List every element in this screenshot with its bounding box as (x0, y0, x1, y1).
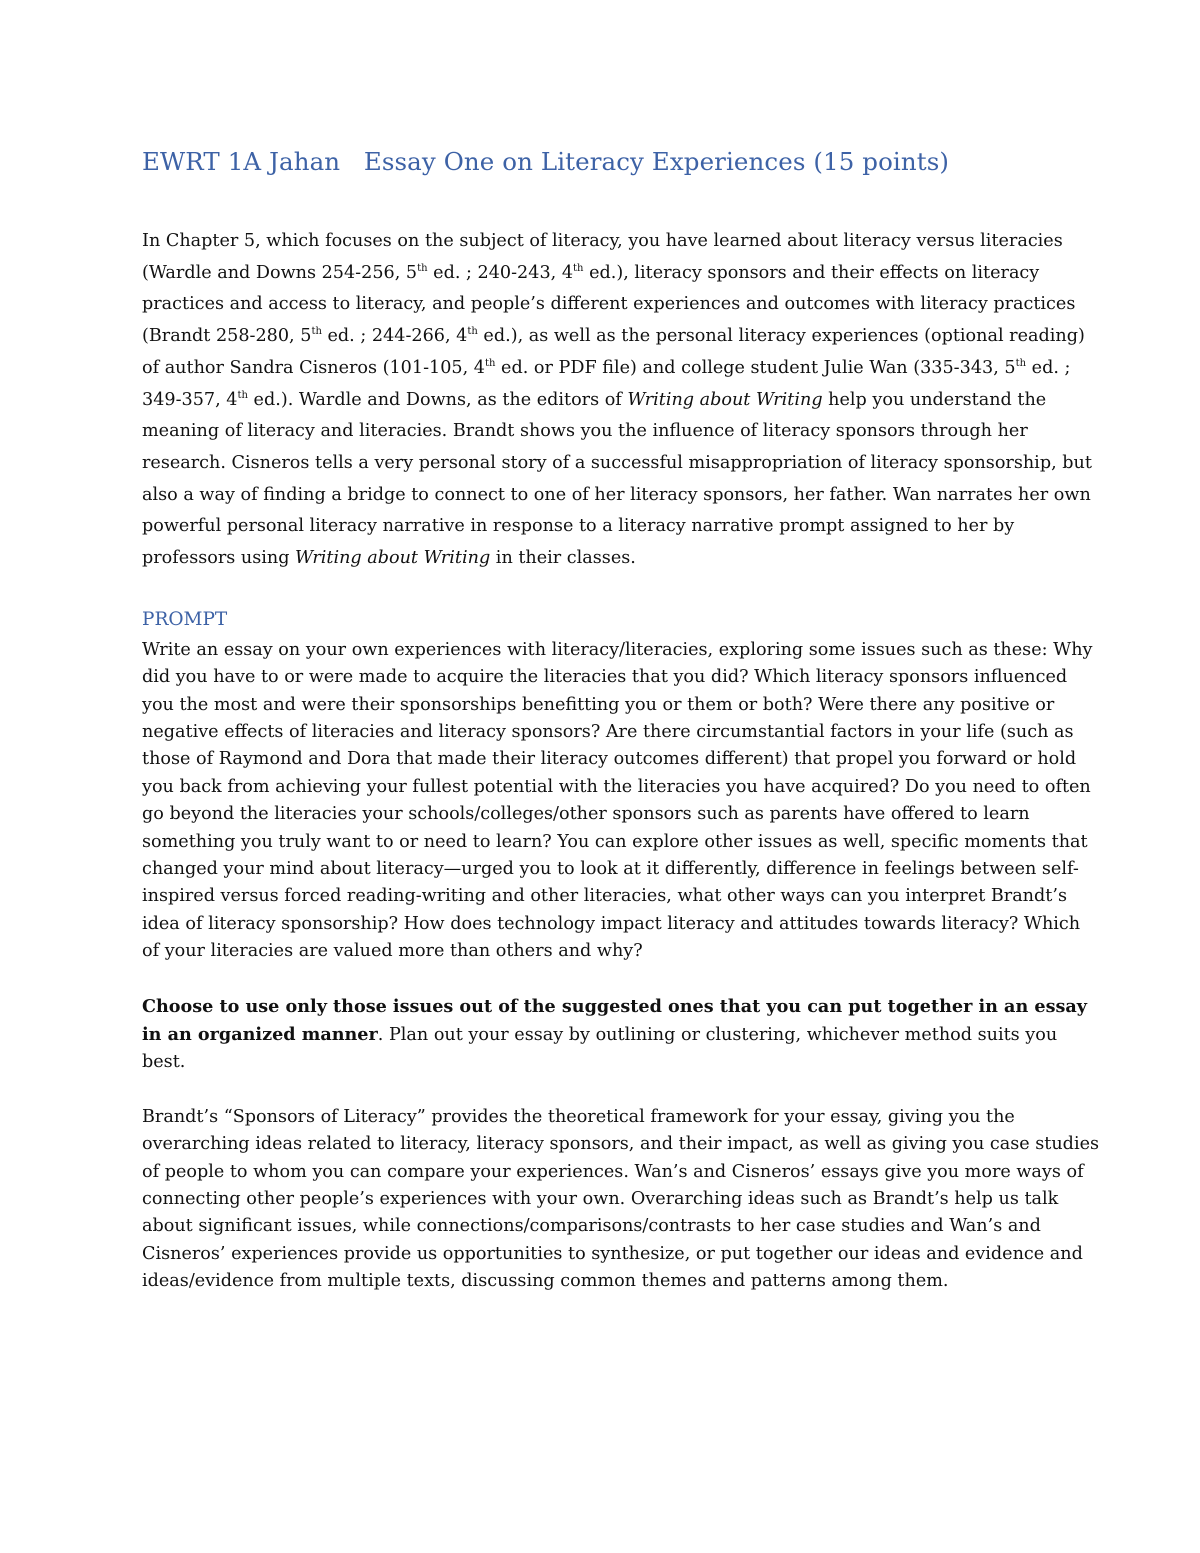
ordinal-suffix: th (417, 262, 428, 274)
intro-text: ed. ; 240-243, 4 (427, 262, 574, 283)
document-title: EWRT 1A Jahan Essay One on Literacy Experiences (15 points) (142, 147, 950, 176)
choose-emphasis: Choose to use only those issues out of the suggested ones that you can put together in an essay in an organized manner (142, 995, 1088, 1046)
prompt-heading: PROMPT (142, 608, 228, 630)
intro-text: help you understand the meaning of literacy and literacies. Brandt shows you the influence of literacy sponsors through her research. Cisneros tells a very personal story of a successful misappropriation of literacy sponsorship, but also a way of finding a bridge to connect to one of her literacy sponsors, her father. Wan narrates her own powerful personal literacy narrative in response to a literacy narrative prompt assigned to her by professors using (142, 389, 1092, 569)
intro-paragraph (142, 226, 1102, 575)
intro-text: ed.). Wardle and Downs, as the editors of (247, 389, 628, 410)
ordinal-suffix: th (1015, 357, 1027, 369)
ordinal-suffix: th (237, 389, 248, 401)
book-title: Writing about Writing (295, 548, 491, 569)
intro-text: In Chapter 5, which focuses on the subject of literacy, you have learned about literacy versus literacies (Wardle and Downs 254-256, 5 (142, 231, 1063, 283)
ordinal-suffix: th (484, 357, 496, 369)
intro-text: in their classes. (490, 548, 636, 569)
choose-paragraph (142, 993, 1102, 1077)
ordinal-suffix: th (467, 326, 478, 338)
prompt-paragraph: Write an essay on your own experiences with literacy/literacies, exploring some issues such as these: Why did you have to or were made to acquire the literacies that you did? Which literacy sponsors influenced you the most and were their sponsorships benefitting you or them or both? Were there any positive or negative effects of literacies and literacy sponsors? Are there circumstantial factors in your life (such as those of Raymond and Dora that made their literacy outcomes different) that propel you forward or hold you back from achieving your fullest potential with the literacies you have acquired? Do you need to often go beyond the literacies your schools/colleges/other sponsors such as parents have offered to learn something you truly want to or need to learn? You can explore other issues as well, specific moments that changed your mind about literacy—urged you to look at it differently, difference in feelings between self-inspired versus forced reading-writing and other literacies, what other ways can you interpret Brandt’s idea of literacy sponsorship? How does technology impact literacy and attitudes towards literacy? Which of your literacies are valued more than others and why? (142, 639, 1093, 962)
ordinal-suffix: th (573, 262, 584, 274)
intro-text: ed.), as well as the personal literacy experiences (optional reading) of author Sandra Cisneros (101-105, 4 (142, 326, 1085, 378)
framework-paragraph: Brandt’s “Sponsors of Literacy” provides the theoretical framework for your essay, giving you the overarching ideas related to literacy, literacy sponsors, and their impact, as well as giving you case studies of people to whom you can compare your experiences. Wan’s and Cisneros’ essays give you more ways of connecting other people’s experiences with your own. Overarching ideas such as Brandt’s help us talk about significant issues, while connections/comparisons/contrasts to her case studies and Wan’s and Cisneros’ experiences provide us opportunities to synthesize, or put together our ideas and evidence and ideas/evidence from multiple texts, discussing common themes and patterns among them. (142, 1106, 1100, 1292)
book-title: Writing about Writing (627, 389, 823, 410)
intro-text: ed. or PDF file) and college student Julie Wan (335-343, 5 (495, 357, 1016, 378)
document-page (142, 142, 1102, 1296)
ordinal-suffix: th (311, 326, 322, 338)
intro-text: ed. ; 244-266, 4 (321, 326, 468, 347)
choose-text: . Plan out your essay by outlining or clustering, whichever method suits you best. (142, 1025, 1058, 1073)
intro-text: ed.), literacy sponsors and their effects on literacy practices and access to literacy, and people’s different experiences and outcomes with literacy practices (Brandt 258-280, 5 (142, 262, 1076, 347)
intro-text: ed. ; 349-357, 4 (142, 357, 1071, 410)
